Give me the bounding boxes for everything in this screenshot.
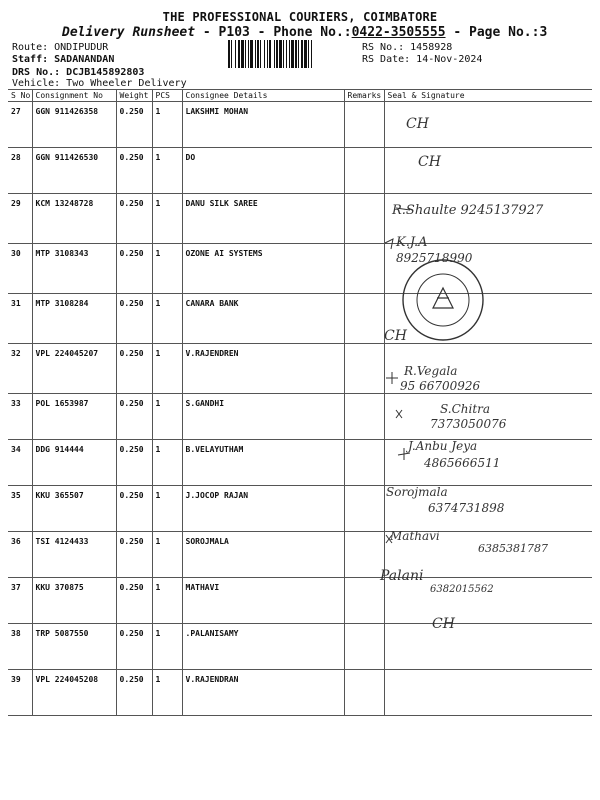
cell-pcs: 1 <box>152 344 182 394</box>
cell-remarks <box>344 244 384 294</box>
cell-consignment: GGN 911426530 <box>32 148 116 194</box>
cell-sno: 35 <box>8 486 32 532</box>
cell-remarks <box>344 102 384 148</box>
cell-consignment: MTP 3108343 <box>32 244 116 294</box>
table-row <box>8 670 592 716</box>
cell-consignment: VPL 224045207 <box>32 344 116 394</box>
runsheet-table <box>8 89 592 716</box>
sig-38a: Palani <box>380 568 424 584</box>
cell-sno: 29 <box>8 194 32 244</box>
cell-weight: 0.250 <box>116 194 152 244</box>
cell-weight: 0.250 <box>116 148 152 194</box>
cell-remarks <box>344 670 384 716</box>
cell-sno: 27 <box>8 102 32 148</box>
cell-sno: 32 <box>8 344 32 394</box>
cell-weight: 0.250 <box>116 670 152 716</box>
cell-seal <box>384 294 592 344</box>
cell-consignee: V.RAJENDRAN <box>182 670 344 716</box>
col-seal: Seal & Signature <box>384 90 592 102</box>
sig-28: CH <box>418 154 441 170</box>
cell-weight: 0.250 <box>116 244 152 294</box>
runsheet-label: Delivery Runsheet <box>62 25 196 40</box>
cell-consignment: TRP 5087550 <box>32 624 116 670</box>
cell-consignee: SOROJMALA <box>182 532 344 578</box>
cell-sno: 34 <box>8 440 32 486</box>
table-row <box>8 532 592 578</box>
drs-number: DRS No.: DCJB145892803 <box>12 67 145 78</box>
cell-consignee: B.VELAYUTHAM <box>182 440 344 486</box>
cell-weight: 0.250 <box>116 102 152 148</box>
cell-weight: 0.250 <box>116 624 152 670</box>
rs-date: RS Date: 14-Nov-2024 <box>362 54 483 65</box>
cell-seal <box>384 194 592 244</box>
cell-seal <box>384 532 592 578</box>
table-row <box>8 578 592 624</box>
cell-sno: 33 <box>8 394 32 440</box>
cell-consignment: DDG 914444 <box>32 440 116 486</box>
cell-pcs: 1 <box>152 670 182 716</box>
cell-seal <box>384 394 592 440</box>
cell-consignment: KKU 365507 <box>32 486 116 532</box>
sig-38b: 6382015562 <box>430 584 494 595</box>
cell-consignee: DANU SILK SAREE <box>182 194 344 244</box>
cell-consignment: TSI 4124433 <box>32 532 116 578</box>
page-number: - Page No.:3 <box>445 25 548 40</box>
table-row <box>8 102 592 148</box>
cell-consignment: POL 1653987 <box>32 394 116 440</box>
table-row <box>8 344 592 394</box>
cell-pcs: 1 <box>152 440 182 486</box>
cell-pcs: 1 <box>152 532 182 578</box>
sig-32: CH <box>384 328 407 344</box>
cell-sno: 28 <box>8 148 32 194</box>
sig-37a: Mathavi <box>390 529 440 543</box>
cell-consignment: KKU 370875 <box>32 578 116 624</box>
cell-seal <box>384 244 592 294</box>
sig-33a: R.Vegala <box>404 364 458 378</box>
sig-30a: K.J.A <box>396 235 428 250</box>
cell-pcs: 1 <box>152 294 182 344</box>
col-consignee: Consignee Details <box>182 90 344 102</box>
col-pcs: PCS <box>152 90 182 102</box>
col-weight: Weight <box>116 90 152 102</box>
cell-seal <box>384 670 592 716</box>
cell-consignment: MTP 3108284 <box>32 294 116 344</box>
cell-remarks <box>344 294 384 344</box>
cell-remarks <box>344 394 384 440</box>
cell-pcs: 1 <box>152 394 182 440</box>
cell-sno: 30 <box>8 244 32 294</box>
cell-consignment: GGN 911426358 <box>32 102 116 148</box>
cell-sno: 36 <box>8 532 32 578</box>
cell-sno: 38 <box>8 624 32 670</box>
table-row <box>8 194 592 244</box>
cell-weight: 0.250 <box>116 532 152 578</box>
cell-consignee: S.GANDHI <box>182 394 344 440</box>
table-row <box>8 440 592 486</box>
cell-sno: 39 <box>8 670 32 716</box>
table-row <box>8 294 592 344</box>
cell-weight: 0.250 <box>116 486 152 532</box>
cell-consignee: LAKSHMI MOHAN <box>182 102 344 148</box>
cell-pcs: 1 <box>152 578 182 624</box>
runsheet-title <box>62 25 547 40</box>
sig-37b: 6385381787 <box>478 542 548 555</box>
cell-remarks <box>344 344 384 394</box>
cell-remarks <box>344 624 384 670</box>
cell-sno: 37 <box>8 578 32 624</box>
sig-36a: Sorojmala <box>386 485 448 499</box>
cell-seal <box>384 102 592 148</box>
col-remarks: Remarks <box>344 90 384 102</box>
staff: Staff: SADANANDAN <box>12 54 115 65</box>
vehicle: Vehicle: Two Wheeler Delivery <box>12 78 187 89</box>
cell-pcs: 1 <box>152 624 182 670</box>
cell-pcs: 1 <box>152 244 182 294</box>
table-row <box>8 244 592 294</box>
route: Route: ONDIPUDUR <box>12 42 109 53</box>
cell-consignee: J.JOCOP RAJAN <box>182 486 344 532</box>
cell-remarks <box>344 578 384 624</box>
cell-remarks <box>344 148 384 194</box>
rs-number: RS No.: 1458928 <box>362 42 453 53</box>
cell-pcs: 1 <box>152 148 182 194</box>
cell-remarks <box>344 486 384 532</box>
cell-seal <box>384 486 592 532</box>
sig-35a: J.Anbu Jeya <box>408 439 478 453</box>
sig-33b: 95 66700926 <box>400 379 481 393</box>
cell-consignment: KCM 13248728 <box>32 194 116 244</box>
cell-pcs: 1 <box>152 102 182 148</box>
cell-weight: 0.250 <box>116 440 152 486</box>
cell-pcs: 1 <box>152 194 182 244</box>
cell-consignee: DO <box>182 148 344 194</box>
col-consignment: Consignment No <box>32 90 116 102</box>
cell-seal <box>384 578 592 624</box>
cell-seal <box>384 440 592 486</box>
table-row <box>8 148 592 194</box>
cell-seal <box>384 624 592 670</box>
cell-weight: 0.250 <box>116 344 152 394</box>
cell-remarks <box>344 532 384 578</box>
cell-weight: 0.250 <box>116 294 152 344</box>
cell-pcs: 1 <box>152 486 182 532</box>
company-name: THE PROFESSIONAL COURIERS, COIMBATORE <box>162 10 438 24</box>
sig-34a: S.Chitra <box>440 402 491 416</box>
cell-weight: 0.250 <box>116 394 152 440</box>
table-header-row <box>8 90 592 102</box>
cell-consignee: .PALANISAMY <box>182 624 344 670</box>
cell-seal <box>384 148 592 194</box>
runsheet-code: - P103 - Phone No.: <box>195 25 352 40</box>
table-row <box>8 394 592 440</box>
sig-39: CH <box>432 616 455 632</box>
table-row <box>8 486 592 532</box>
barcode <box>228 40 354 68</box>
cell-consignee: MATHAVI <box>182 578 344 624</box>
sig-30b: 8925718990 <box>396 251 473 265</box>
table-row <box>8 624 592 670</box>
cell-remarks <box>344 440 384 486</box>
cell-consignee: CANARA BANK <box>182 294 344 344</box>
cell-consignment: VPL 224045208 <box>32 670 116 716</box>
cell-sno: 31 <box>8 294 32 344</box>
phone-number: 0422-3505555 <box>351 25 446 40</box>
col-sno: S No <box>8 90 32 102</box>
cell-consignee: OZONE AI SYSTEMS <box>182 244 344 294</box>
sig-27: CH <box>406 116 429 132</box>
cell-remarks <box>344 194 384 244</box>
sig-36b: 6374731898 <box>428 501 505 515</box>
cell-consignee: V.RAJENDREN <box>182 344 344 394</box>
sig-34b: 7373050076 <box>430 417 507 431</box>
cell-weight: 0.250 <box>116 578 152 624</box>
cell-seal <box>384 344 592 394</box>
sig-29: R.Shaulte 9245137927 <box>392 203 544 218</box>
sig-35b: 4865666511 <box>424 456 501 470</box>
